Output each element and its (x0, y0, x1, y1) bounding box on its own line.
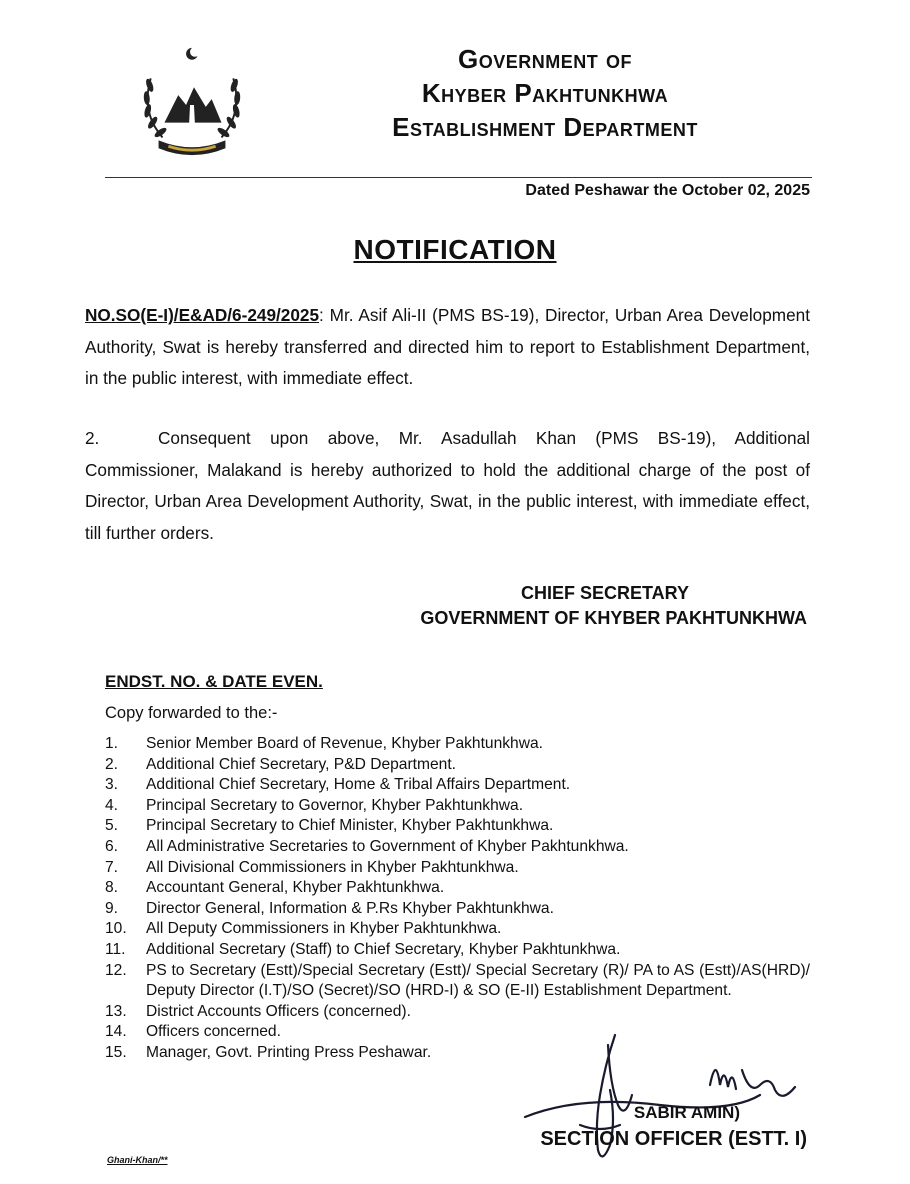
paragraph-2-text: Consequent upon above, Mr. Asadullah Khan (PMS BS-19), Additional Commissioner, Malakand is hereby authorized to hold the additional charge of the post of Director, Urban Area Development Authority, Swat, in the public interest, with immediate effect, till further orders. (85, 428, 810, 543)
list-item-number: 15. (105, 1043, 127, 1061)
list-item-text: Accountant General, Khyber Pakhtunkhwa. (146, 879, 445, 897)
list-item-number: 1. (105, 735, 119, 752)
list-item-text: Additional Chief Secretary, Home & Tribal Affairs Department. (146, 776, 571, 794)
list-item-text: Manager, Govt. Printing Press Peshawar. (146, 1043, 432, 1061)
list-item-text: All Divisional Commissioners in Khyber Pakhtunkhwa. (146, 858, 519, 876)
header-government: Government of (458, 44, 632, 74)
notification-title: NOTIFICATION (353, 234, 557, 265)
list-item-number: 4. (105, 796, 119, 814)
list-item-number: 3. (105, 776, 119, 794)
copy-forwarded-label: Copy forwarded to the:- (105, 704, 278, 722)
list-item-number: 5. (105, 817, 119, 835)
list-item-number: 7. (105, 858, 119, 876)
list-item-number: 6. (105, 837, 119, 855)
list-item-text: Principal Secretary to Chief Minister, Khyber Pakhtunkhwa. (146, 817, 554, 835)
list-item (105, 775, 810, 796)
paragraph-1-text: : Mr. Asif Ali-II (PMS BS-19), Director, Urban Area Development Authority, Swat is hereby transferred and directed him to report to Establishment Department, in the public interest, with immediate effect. (85, 305, 810, 388)
paragraph-1 (85, 300, 810, 395)
list-item-text: District Accounts Officers (concerned). (146, 1002, 411, 1020)
list-item-text: Additional Secretary (Staff) to Chief Secretary, Khyber Pakhtunkhwa. (146, 940, 621, 958)
list-item (105, 1002, 810, 1023)
list-item (105, 961, 810, 1002)
kp-government-emblem-icon (133, 44, 251, 162)
header-province: Khyber Pakhtunkhwa (421, 78, 669, 108)
list-item (105, 755, 810, 776)
list-item-number: 12. (105, 961, 127, 979)
section-officer-name: SABIR AMIN) (633, 1103, 740, 1122)
list-item-text: Director General, Information & P.Rs Khyber Pakhtunkhwa. (146, 899, 554, 917)
list-item (105, 816, 810, 837)
list-item (105, 919, 810, 940)
list-item-text: Principal Secretary to Governor, Khyber Pakhtunkhwa. (146, 796, 524, 814)
list-item-text: All Administrative Secretaries to Government of Khyber Pakhtunkhwa. (146, 837, 629, 855)
list-item (105, 734, 810, 755)
list-item-text: Additional Chief Secretary, P&D Department. (146, 755, 456, 773)
list-item (105, 899, 810, 920)
list-item (105, 940, 810, 961)
endorsement-heading: ENDST. NO. & DATE EVEN. (105, 672, 323, 691)
paragraph-2-number: 2. (85, 428, 100, 448)
list-item (105, 878, 810, 899)
list-item (105, 858, 810, 879)
header-divider (105, 177, 812, 178)
list-item-text: All Deputy Commissioners in Khyber Pakhtunkhwa. (146, 920, 502, 938)
list-item-number: 2. (105, 755, 119, 773)
list-item-number: 8. (105, 879, 119, 897)
list-item-number: 10. (105, 920, 127, 938)
paragraph-2 (85, 423, 810, 549)
signatory-title: CHIEF SECRETARY (520, 583, 689, 603)
signatory-organization: GOVERNMENT OF KHYBER PAKHTUNKHWA (420, 608, 807, 628)
list-item-number: 14. (105, 1023, 127, 1041)
dispatch-initials: Ghani-Khan/** (107, 1155, 168, 1165)
list-item-text: PS to Secretary (Estt)/Special Secretary (Estt)/ Special Secretary (R)/ PA to AS (Estt)/AS(HRD)/ Deputy Director (I.T)/SO (Secret)/SO (HRD-I) & SO (E-II) Establishment Department. (146, 961, 810, 1000)
list-item (105, 837, 810, 858)
list-item-text: Senior Member Board of Revenue, Khyber Pakhtunkhwa. (146, 735, 543, 752)
list-item-number: 11. (105, 940, 126, 958)
list-item-number: 13. (105, 1002, 127, 1020)
list-item (105, 796, 810, 817)
header-department: Establishment Department (392, 112, 698, 142)
distribution-list (105, 734, 810, 1064)
list-item-text: Officers concerned. (146, 1023, 281, 1041)
date-line: Dated Peshawar the October 02, 2025 (525, 182, 810, 199)
notification-reference: NO.SO(E-I)/E&AD/6-249/2025 (85, 305, 320, 325)
section-officer-title: SECTION OFFICER (ESTT. I) (540, 1128, 807, 1150)
list-item-number: 9. (105, 899, 119, 917)
